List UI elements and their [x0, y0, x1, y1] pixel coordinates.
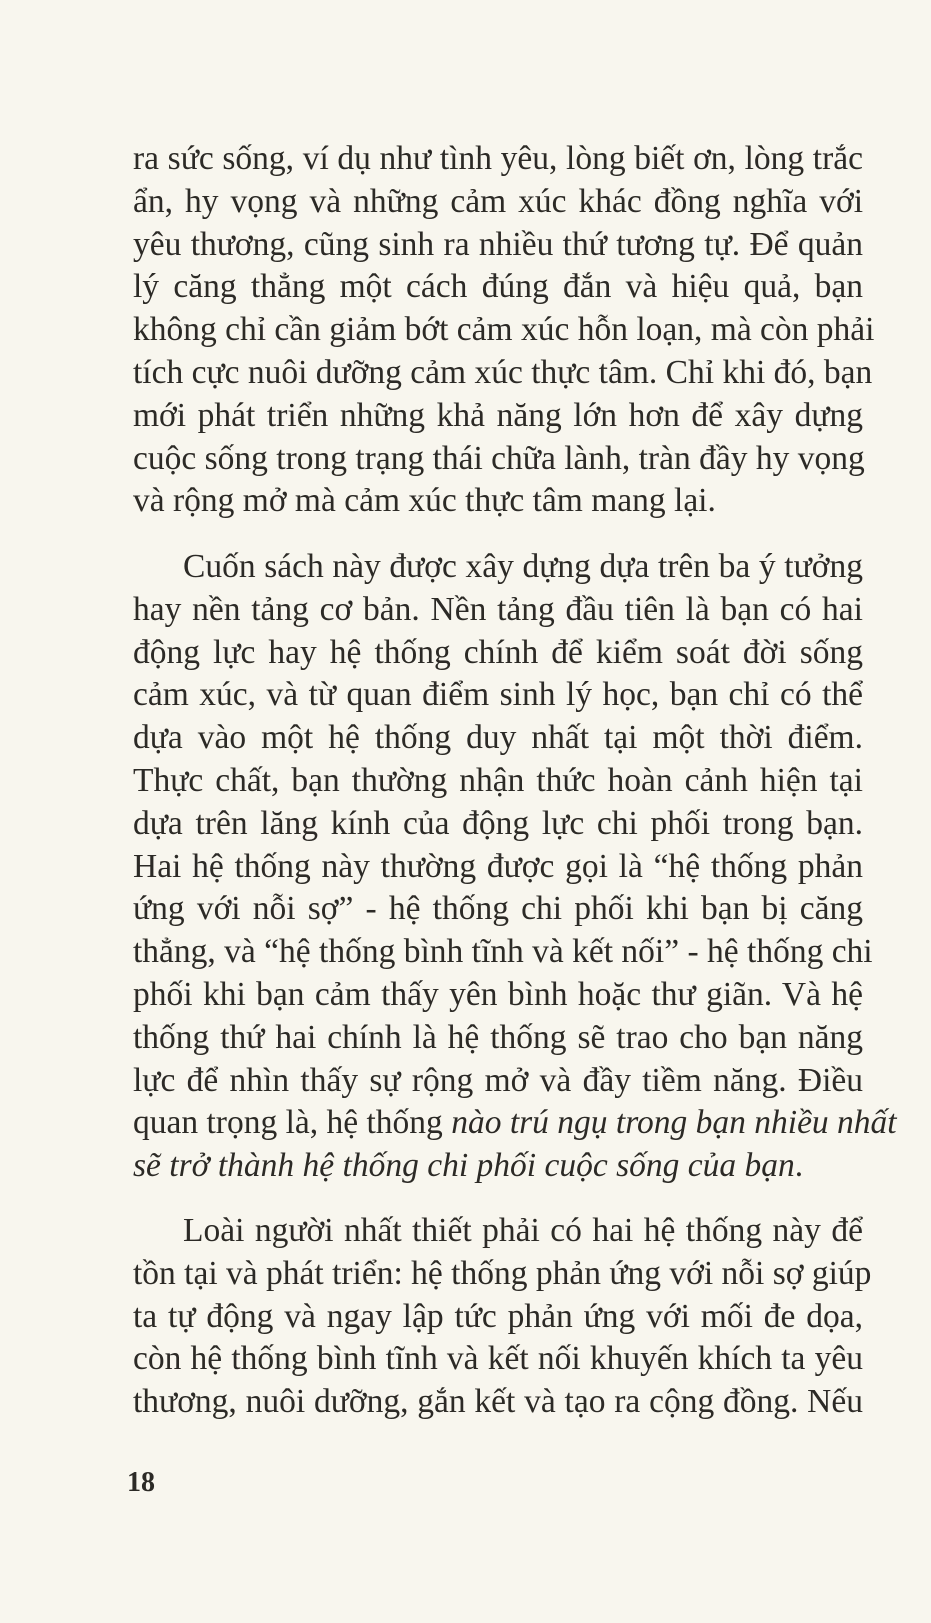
text-line: ứng với nỗi sợ” - hệ thống chi phối khi bạn bị căng — [133, 890, 863, 928]
italic-emphasis: nào trú ngụ trong bạn nhiều nhất — [451, 1104, 897, 1142]
text-line: Hai hệ thống này thường được gọi là “hệ thống phản — [133, 847, 863, 885]
text-line: thương, nuôi dưỡng, gắn kết và tạo ra cộng đồng. Nếu — [133, 1383, 863, 1421]
text-run: . — [794, 1147, 804, 1185]
text-line: ẩn, hy vọng và những cảm xúc khác đồng nghĩa với — [133, 182, 863, 220]
text-line: yêu thương, cũng sinh ra nhiều thứ tương tự. Để quản — [133, 225, 863, 263]
text-line: còn hệ thống bình tĩnh và kết nối khuyến khích ta yêu — [133, 1340, 863, 1378]
text-line — [133, 1145, 863, 1188]
text-line: và rộng mở mà cảm xúc thực tâm mang lại. — [133, 482, 716, 520]
text-line: ra sức sống, ví dụ như tình yêu, lòng biết ơn, lòng trắc — [133, 140, 863, 177]
text-line: ta tự động và ngay lập tức phản ứng với mối đe dọa, — [133, 1297, 863, 1335]
text-line: thống thứ hai chính là hệ thống sẽ trao cho bạn năng — [133, 1018, 863, 1056]
text-line: dựa trên lăng kính của động lực chi phối trong bạn. — [133, 804, 863, 842]
paragraph-3 — [133, 1210, 872, 1424]
text-line: phối khi bạn cảm thấy yên bình hoặc thư giãn. Và hệ — [133, 975, 863, 1013]
text-line — [133, 1102, 897, 1145]
paragraph-1 — [133, 138, 875, 523]
text-line: cuộc sống trong trạng thái chữa lành, tràn đầy hy vọng — [133, 439, 865, 477]
text-line: động lực hay hệ thống chính để kiểm soát đời sống — [133, 633, 863, 671]
text-line: Loài người nhất thiết phải có hai hệ thống này để — [183, 1212, 863, 1249]
text-line: lý căng thẳng một cách đúng đắn và hiệu quả, bạn — [133, 268, 863, 306]
text-line: cảm xúc, và từ quan điểm sinh lý học, bạn chỉ có thể — [133, 676, 863, 714]
text-line: dựa vào một hệ thống duy nhất tại một thời điểm. — [133, 719, 863, 757]
text-line: tồn tại và phát triển: hệ thống phản ứng với nỗi sợ giúp — [133, 1254, 872, 1292]
italic-emphasis: sẽ trở thành hệ thống chi phối cuộc sống của bạn — [133, 1147, 795, 1185]
page-number: 18 — [127, 1467, 155, 1498]
text-line: Thực chất, bạn thường nhận thức hoàn cảnh hiện tại — [133, 761, 863, 799]
paragraph-2 — [133, 546, 897, 1188]
text-line: lực để nhìn thấy sự rộng mở và đầy tiềm năng. Điều — [133, 1061, 863, 1099]
text-line: mới phát triển những khả năng lớn hơn để xây dựng — [133, 396, 863, 434]
text-run: quan trọng là, hệ thống — [133, 1104, 452, 1142]
text-line: Cuốn sách này được xây dựng dựa trên ba ý tưởng — [183, 548, 863, 585]
text-line: không chỉ cần giảm bớt cảm xúc hỗn loạn, mà còn phải — [133, 311, 875, 349]
text-line: tích cực nuôi dưỡng cảm xúc thực tâm. Chỉ khi đó, bạn — [133, 353, 873, 391]
text-line: thẳng, và “hệ thống bình tĩnh và kết nối” - hệ thống chi — [133, 933, 873, 971]
text-line: hay nền tảng cơ bản. Nền tảng đầu tiên là bạn có hai — [133, 590, 863, 628]
